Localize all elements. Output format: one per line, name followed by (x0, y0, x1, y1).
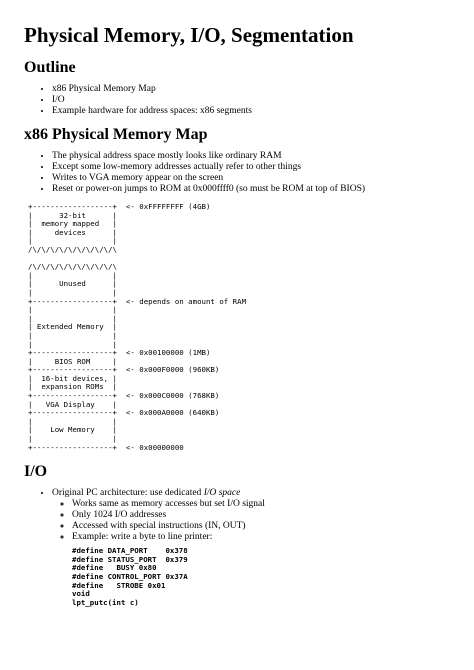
list-item (72, 532, 464, 607)
list-item: • Except some low-memory addresses actually refer to other things (52, 162, 464, 173)
memory-map-heading: x86 Physical Memory Map (24, 126, 208, 143)
document-page (24, 22, 464, 615)
list-item: • Reset or power-on jumps to ROM at 0x000ffff0 (so must be ROM at top of BIOS) (52, 184, 464, 195)
page-title: Physical Memory, I/O, Segmentation (24, 23, 354, 47)
list-item (52, 488, 464, 607)
list-item: ◦ Works same as memory accesses but set I/O signal (72, 499, 464, 510)
io-sublist (52, 499, 464, 607)
list-item: • Example hardware for address spaces: x86 segments (52, 106, 464, 117)
memory-map-section (24, 125, 464, 452)
list-item: • I/O (52, 95, 464, 106)
printer-code-block: #define DATA_PORT 0x378 #define STATUS_PORT 0x379 #define BUSY 0x80 #define CONTROL_PORT 0x37A #define STROBE 0x01 void lpt_putc(int c) (72, 546, 188, 607)
memory-map-list (24, 151, 464, 195)
io-heading: I/O (24, 463, 48, 481)
list-item: • The physical address space mostly looks like ordinary RAM (52, 151, 464, 162)
list-item: • x86 Physical Memory Map (52, 84, 464, 95)
io-item-text: Original PC architecture: use dedicated (52, 488, 204, 499)
io-item-emphasis: I/O space (203, 488, 241, 499)
io-list (24, 488, 464, 607)
outline-heading: Outline (24, 59, 76, 76)
outline-section (24, 58, 464, 117)
io-subitem-text: Example: write a byte to line printer: (72, 532, 213, 543)
outline-list (24, 84, 464, 117)
io-section (24, 462, 464, 607)
memory-map-diagram: +------------------+ <- 0xFFFFFFFF (4GB) | 32-bit | | memory mapped | | devices | | | /\/\/\/\/\/\/\/\/\/\ /\/\/\/\/\/\/\/\/\/\ | | | Unused | | | +------------------+ <- depends on amount of RAM | | | | | Extended Memory | | | | | +------------------+ <- 0x00100000 (1MB) | BIOS ROM | +------------------+ <- 0x000F0000 (960KB) | 16-bit devices, | | expansion ROMs | +------------------+ <- 0x000C0000 (768KB) | VGA Display | +------------------+ <- 0x000A0000 (640KB) | | | Low Memory | | | +------------------+ <- 0x00000000 (28, 202, 247, 452)
list-item: ◦ Only 1024 I/O addresses (72, 510, 464, 521)
list-item: ◦ Accessed with special instructions (IN, OUT) (72, 521, 464, 532)
list-item: • Writes to VGA memory appear on the screen (52, 173, 464, 184)
